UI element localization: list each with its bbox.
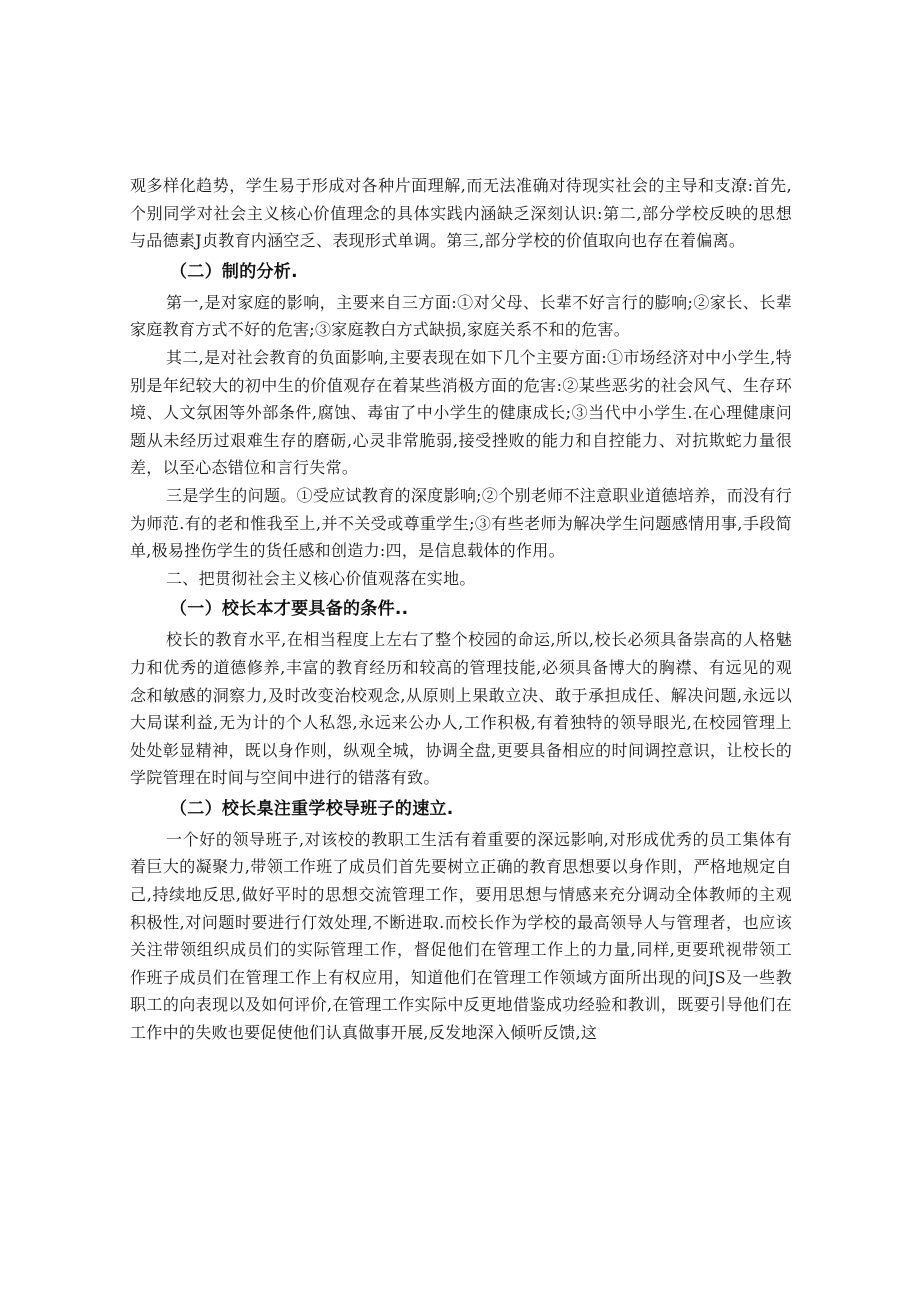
- paragraph-leadership-team: 一个好的领导班子,对该校的教职工生活有着重要的深远影响,对形成优秀的员工集体有着巨大的凝聚力,带领工作班了成员们首先要树立正确的教育思想要以身作則，严格地规定自己,持续地反思,做好平时的思想交流管理工作，要用思想与情感来充分调动全体教师的主观积极性,对问题时要进行仃效处理,不断进取.而校长作为学校的最高领导人与管理者，也应该关注带领组织成员们的实际管理工作，督促他们在管理工作上的力量,同样,更要玳视带领工作班子成员们在管理工作上有权应用，知道他们在管理工作领域方面所出现的问JS及一些教职工的向表现以及如何评价,在管理工作实际中反更地借鉴成功经验和教训，既要引导他们在工作中的失败也要促使他们认真做事开展,反发地深入倾听反馈,这: [130, 829, 792, 1043]
- paragraph-continuation: 观多样化趋势，学生易于形成对各种片面理解,而无法准确对待现实社会的主导和支潦:首先,个别同学对社会主义核心价值理念的具体实践内涵缺乏深刻认识:第二,部分学校反映的思想与品德素J贞教育内涵空乏、表现形式单调。第三,部分学校的价值取向也存在着偏离。: [130, 176, 792, 251]
- section-two-title: 二、把贯彻社会主义核心价值观落在实地。: [166, 568, 476, 588]
- heading-cause-analysis: （二）制的分析.: [170, 261, 298, 282]
- document-body: [130, 172, 792, 1047]
- paragraph-student-problems: 三是学生的问题。①受应试教育的深度影响;②个别老师不注意职业道德培养，而没有行为师范.有的老和惟我至上,并不关受或尊重学生;③有些老师为解决学生问题感情用事,手段简单,极易挫伤学生的货任感和创造力:四，是信息载体的作用。: [130, 485, 792, 561]
- paragraph-principal: 校长的教育水平,在相当程度上左右了整个校园的命运,所以,校长必须具备崇高的人格魅力和优秀的道德修养,丰富的教育经历和较高的管理技能,必须具备博大的胸襟、有远见的观念和敏感的洞察力,及时改变治校观念,从原则上果敢立决、敢于承担成任、解决问题,永远以大局谋利益,无为计的个人私怨,永远来公办人,工作积极,有着独特的领导眼光,在校园管理上处处彰显精神，既以身作则，纵观全城，协调全盘,更要具备相应的时间调控意识，让校长的学院管理在时间与空间中进行的错落有致。: [130, 630, 792, 788]
- heading-principal-conditions: （一）校长本才要具备的条件..: [170, 599, 409, 620]
- heading-leadership-team: （二）校长臬注重学校导班子的速立.: [170, 798, 454, 819]
- paragraph-social-influence: 其二,是对社会教育的负面影响,主要表现在如下几个主要方面:①市场经济对中小学生,特别是年纪较大的初中生的价值观存在着某些消极方面的危害:②某些恶劣的社会风气、生存环境、人文氛困等外部条件,腐蚀、毒宙了中小学生的健康成长;③当代中小学生.在心理健康问题从未经历过艰难生存的磨砺,心灵非常脆弱,接受挫败的能力和自控能力、对抗欺蛇力量很差，以至心态错位和言行失常。: [130, 347, 792, 478]
- paragraph-family-influence: 第一,是对家庭的影响，主要来自三方面:①对父母、长辈不好言行的膨响;②家长、长辈家庭教育方式不好的危害;③家庭教白方式缺损,家庭关系不和的危害。: [130, 292, 792, 340]
